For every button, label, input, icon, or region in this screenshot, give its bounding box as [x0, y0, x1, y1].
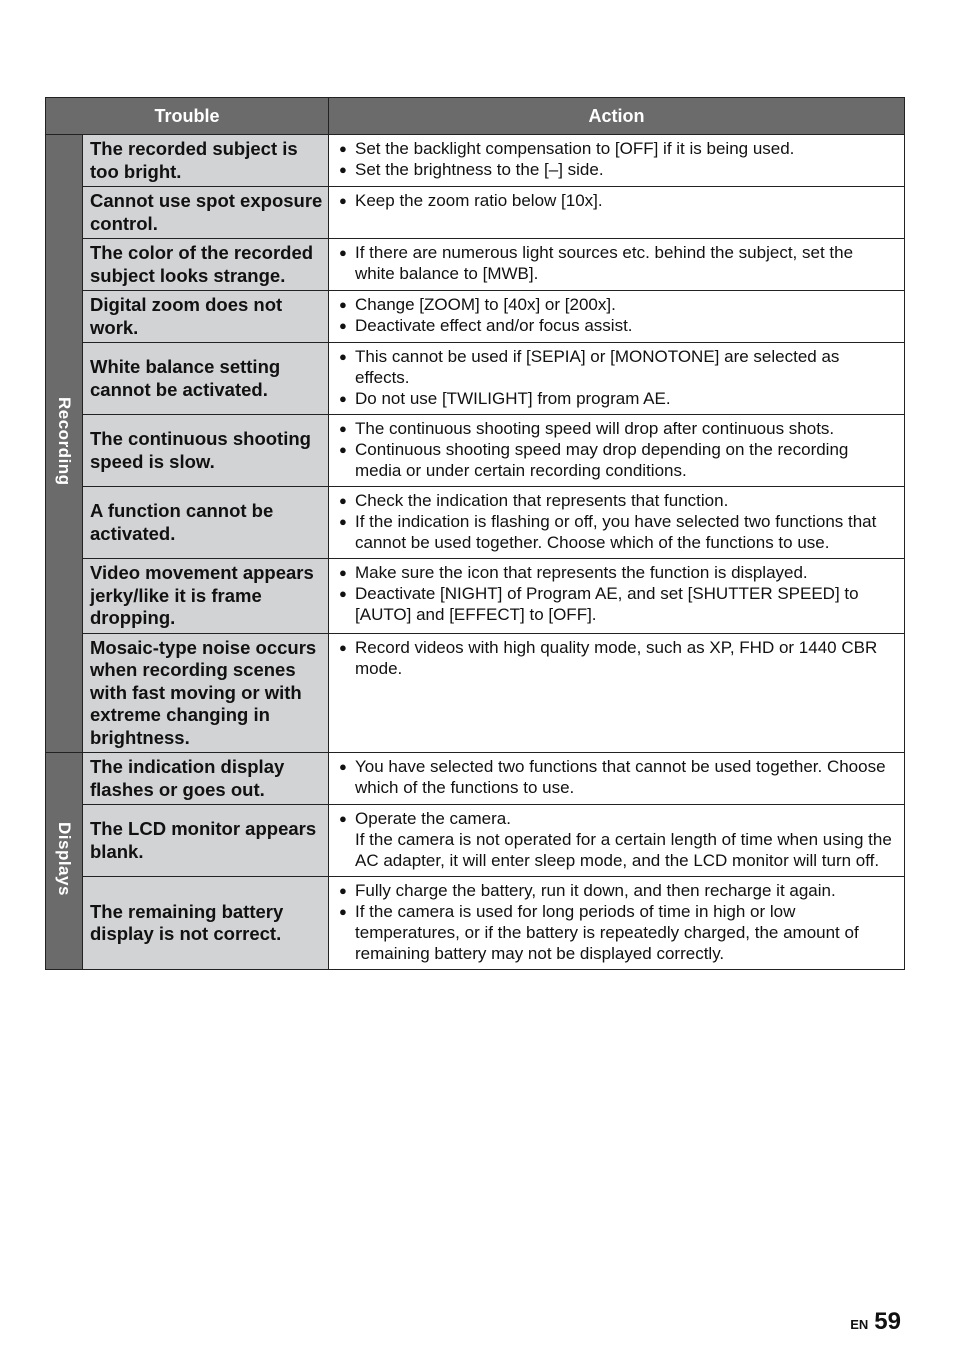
bullet-icon: ● — [339, 318, 347, 333]
action-text: Set the backlight compensation to [OFF] if it is being used. — [355, 139, 795, 158]
table-row — [46, 559, 905, 634]
action-text: Deactivate effect and/or focus assist. — [355, 316, 633, 335]
table-row — [46, 487, 905, 559]
table-row — [46, 187, 905, 239]
table-row — [46, 633, 905, 753]
action-text: Record videos with high quality mode, such as XP, FHD or 1440 CBR mode. — [355, 637, 878, 678]
bullet-icon: ● — [339, 349, 347, 364]
bullet-icon: ● — [339, 883, 347, 898]
action-item — [339, 756, 896, 798]
action-cell — [329, 187, 905, 239]
action-item — [339, 439, 896, 481]
action-cell — [329, 343, 905, 415]
action-item — [339, 315, 896, 336]
action-item — [339, 562, 896, 583]
action-item — [339, 242, 896, 284]
action-cell — [329, 291, 905, 343]
action-item — [339, 637, 896, 679]
action-text: If the indication is flashing or off, you have selected two functions that cannot be used together. Choose which of the functions to use. — [355, 512, 877, 552]
trouble-cell: White balance setting cannot be activated. — [83, 343, 329, 415]
action-text: Make sure the icon that represents the function is displayed. — [355, 563, 808, 582]
action-cell — [329, 239, 905, 291]
section-label: Displays — [55, 821, 74, 896]
trouble-cell: The indication display flashes or goes out. — [83, 753, 329, 805]
trouble-cell: The continuous shooting speed is slow. — [83, 415, 329, 487]
bullet-icon: ● — [339, 811, 347, 826]
table-row — [46, 291, 905, 343]
bullet-icon: ● — [339, 514, 347, 529]
bullet-icon: ● — [339, 904, 347, 919]
action-item — [339, 388, 896, 409]
page-footer — [850, 1308, 901, 1336]
action-item — [339, 490, 896, 511]
bullet-icon: ● — [339, 442, 347, 457]
trouble-cell: The remaining battery display is not correct. — [83, 877, 329, 970]
section-recording-cell — [46, 135, 83, 753]
language-code: EN — [850, 1317, 869, 1332]
action-cell — [329, 753, 905, 805]
action-text: If there are numerous light sources etc. behind the subject, set the white balance to [MWB]. — [355, 243, 854, 283]
trouble-cell: A function cannot be activated. — [83, 487, 329, 559]
bullet-icon: ● — [339, 759, 347, 774]
action-item — [339, 418, 896, 439]
section-displays-cell — [46, 753, 83, 970]
trouble-cell: Cannot use spot exposure control. — [83, 187, 329, 239]
action-cell — [329, 415, 905, 487]
trouble-cell: Video movement appears jerky/like it is frame dropping. — [83, 559, 329, 634]
bullet-icon: ● — [339, 421, 347, 436]
action-cell — [329, 877, 905, 970]
action-text: Do not use [TWILIGHT] from program AE. — [355, 389, 671, 408]
action-text: Deactivate [NIGHT] of Program AE, and set [SHUTTER SPEED] to [AUTO] and [EFFECT] to [OFF]. — [355, 584, 859, 624]
trouble-cell: Digital zoom does not work. — [83, 291, 329, 343]
table-header-row — [46, 98, 905, 135]
action-cell — [329, 633, 905, 753]
trouble-cell: The color of the recorded subject looks strange. — [83, 239, 329, 291]
action-column-header: Action — [329, 98, 905, 135]
action-text: You have selected two functions that cannot be used together. Choose which of the functions to use. — [355, 757, 886, 797]
action-text: If the camera is used for long periods of time in high or low temperatures, or if the battery is repeatedly charged, the amount of remaining battery may not be displayed correctly. — [355, 902, 859, 963]
trouble-cell: Mosaic-type noise occurs when recording scenes with fast moving or with extreme changing in brightness. — [83, 633, 329, 753]
action-text: Set the brightness to the [–] side. — [355, 160, 604, 179]
trouble-cell: The LCD monitor appears blank. — [83, 805, 329, 877]
bullet-icon: ● — [339, 193, 347, 208]
section-label: Recording — [55, 396, 74, 486]
action-text: Operate the camera. If the camera is not operated for a certain length of time when using the AC adapter, it will enter sleep mode, and the LCD monitor will turn off. — [355, 809, 892, 870]
table-row — [46, 343, 905, 415]
action-item — [339, 808, 896, 871]
action-cell — [329, 559, 905, 634]
trouble-column-header: Trouble — [46, 98, 329, 135]
bullet-icon: ● — [339, 162, 347, 177]
bullet-icon: ● — [339, 565, 347, 580]
bullet-icon: ● — [339, 391, 347, 406]
table-row — [46, 239, 905, 291]
action-cell — [329, 805, 905, 877]
bullet-icon: ● — [339, 245, 347, 260]
table-row — [46, 135, 905, 187]
bullet-icon: ● — [339, 639, 347, 655]
bullet-icon: ● — [339, 141, 347, 156]
action-text: This cannot be used if [SEPIA] or [MONOTONE] are selected as effects. — [355, 347, 840, 387]
action-text: Change [ZOOM] to [40x] or [200x]. — [355, 295, 616, 314]
bullet-icon: ● — [339, 493, 347, 508]
action-text: Keep the zoom ratio below [10x]. — [355, 191, 603, 210]
bullet-icon: ● — [339, 586, 347, 601]
action-text: The continuous shooting speed will drop after continuous shots. — [355, 419, 835, 438]
page-number: 59 — [874, 1308, 901, 1335]
action-text: Fully charge the battery, run it down, and then recharge it again. — [355, 881, 836, 900]
table-row — [46, 415, 905, 487]
action-item — [339, 583, 896, 625]
action-item — [339, 880, 896, 901]
table-row — [46, 753, 905, 805]
bullet-icon: ● — [339, 297, 347, 312]
action-item — [339, 190, 896, 211]
troubleshooting-table — [45, 97, 905, 970]
action-item — [339, 511, 896, 553]
action-cell — [329, 135, 905, 187]
action-text: Continuous shooting speed may drop depending on the recording media or under certain recording conditions. — [355, 440, 849, 480]
action-text: Check the indication that represents that function. — [355, 491, 729, 510]
table-body — [46, 135, 905, 970]
table-row — [46, 805, 905, 877]
action-cell — [329, 487, 905, 559]
action-item — [339, 346, 896, 388]
action-item — [339, 901, 896, 964]
action-item — [339, 138, 896, 159]
trouble-cell: The recorded subject is too bright. — [83, 135, 329, 187]
action-item — [339, 294, 896, 315]
action-item — [339, 159, 896, 180]
table-row — [46, 877, 905, 970]
